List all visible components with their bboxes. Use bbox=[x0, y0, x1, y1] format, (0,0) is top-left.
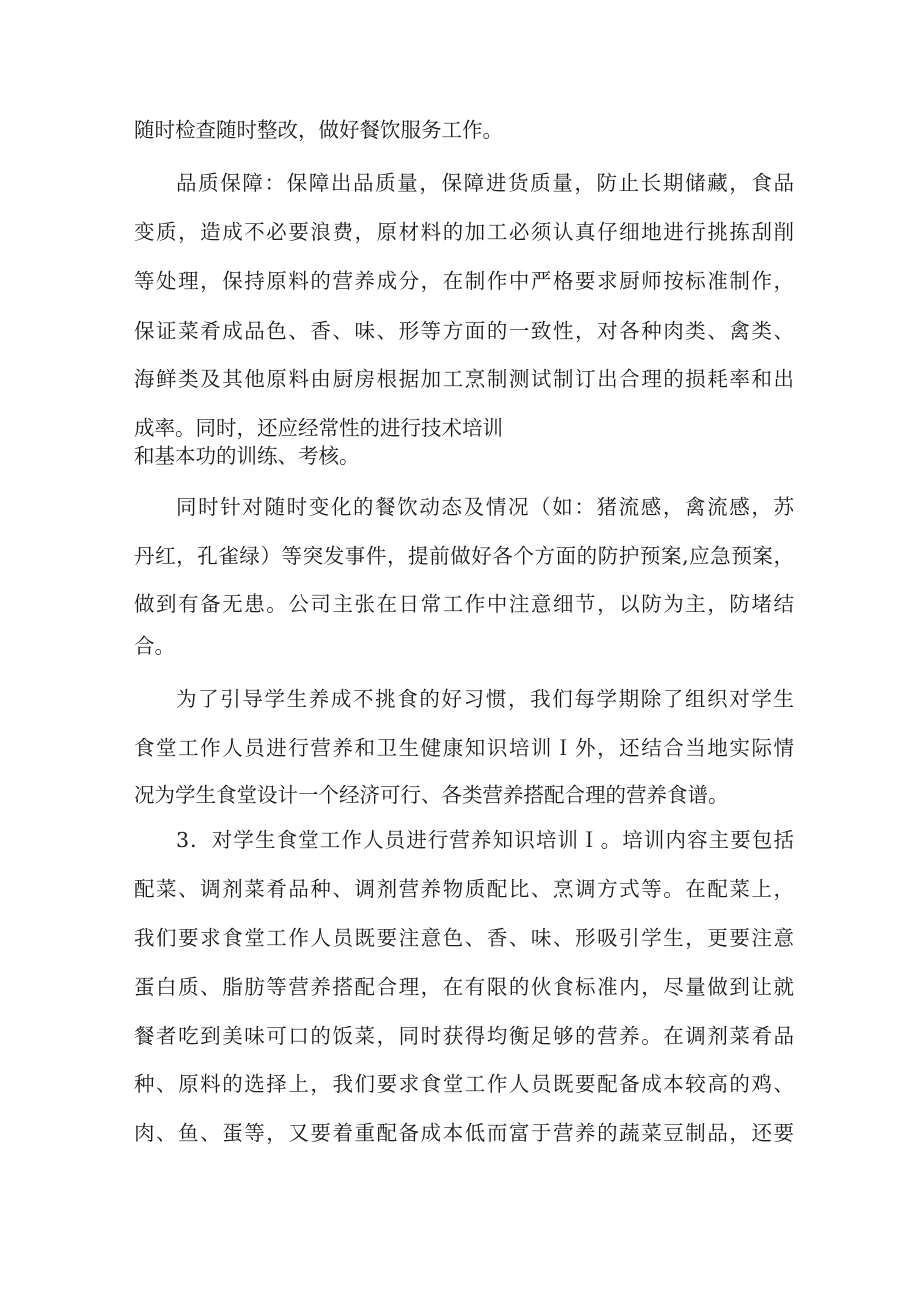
text-line: 食堂工作人员进行营养和卫生健康知识培训Ｉ外，还结合当地实际情 bbox=[134, 736, 794, 760]
text-line: 配菜、调剂菜肴品种、调剂营养物质配比、烹调方式等。在配菜上， bbox=[134, 877, 794, 901]
text-line: 等处理，保持原料的营养成分，在制作中严格要求厨师按标准制作， bbox=[134, 269, 794, 293]
text-line: 合。 bbox=[134, 634, 175, 658]
text-line: 丹红，孔雀绿）等突发事件，提前做好各个方面的防护预案,应急预案， bbox=[134, 544, 794, 568]
text-line: 餐者吃到美味可口的饭菜，同时获得均衡足够的营养。在调剂菜肴品 bbox=[134, 1024, 794, 1048]
text-line: 蛋白质、脂肪等营养搭配合理，在有限的伙食标准内，尽量做到让就 bbox=[134, 975, 794, 999]
text-line: 我们要求食堂工作人员既要注意色、香、味、形吸引学生，更要注意 bbox=[134, 926, 794, 950]
text-line: 况为学生食堂设计一个经济可行、各类营养搭配合理的营养食谱。 bbox=[134, 783, 729, 807]
text-line: 随时检查随时整改，做好餐饮服务工作。 bbox=[134, 118, 503, 142]
paragraph-line: 同时针对随时变化的餐饮动态及情况（如：猪流感，禽流感，苏 bbox=[176, 495, 794, 519]
text-line: 成率。同时，还应经常性的进行技术培训 bbox=[134, 416, 503, 440]
text-line: 和基本功的训练、考核。 bbox=[134, 444, 360, 468]
text-line: 海鲜类及其他原料由厨房根据加工烹制测试制订出合理的损耗率和出 bbox=[134, 367, 794, 391]
paragraph-line: 3．对学生食堂工作人员进行营养知识培训Ｉ。培训内容主要包括 bbox=[176, 828, 794, 852]
text-line: 种、原料的选择上，我们要求食堂工作人员既要配备成本较高的鸡、 bbox=[134, 1072, 794, 1096]
paragraph-line: 为了引导学生养成不挑食的好习惯，我们每学期除了组织对学生 bbox=[176, 687, 794, 711]
text-line: 做到有备无患。公司主张在日常工作中注意细节，以防为主，防堵结 bbox=[134, 592, 794, 616]
paragraph-line: 品质保障：保障出品质量，保障进货质量，防止长期储藏，食品 bbox=[176, 171, 794, 195]
text-line: 保证菜肴成品色、香、味、形等方面的一致性，对各种肉类、禽类、 bbox=[134, 319, 794, 343]
text-line: 变质，造成不必要浪费，原材料的加工必须认真仔细地进行挑拣刮削 bbox=[134, 220, 794, 244]
text-line: 肉、鱼、蛋等，又要着重配备成本低而富于营养的蔬菜豆制品，还要 bbox=[134, 1121, 794, 1145]
